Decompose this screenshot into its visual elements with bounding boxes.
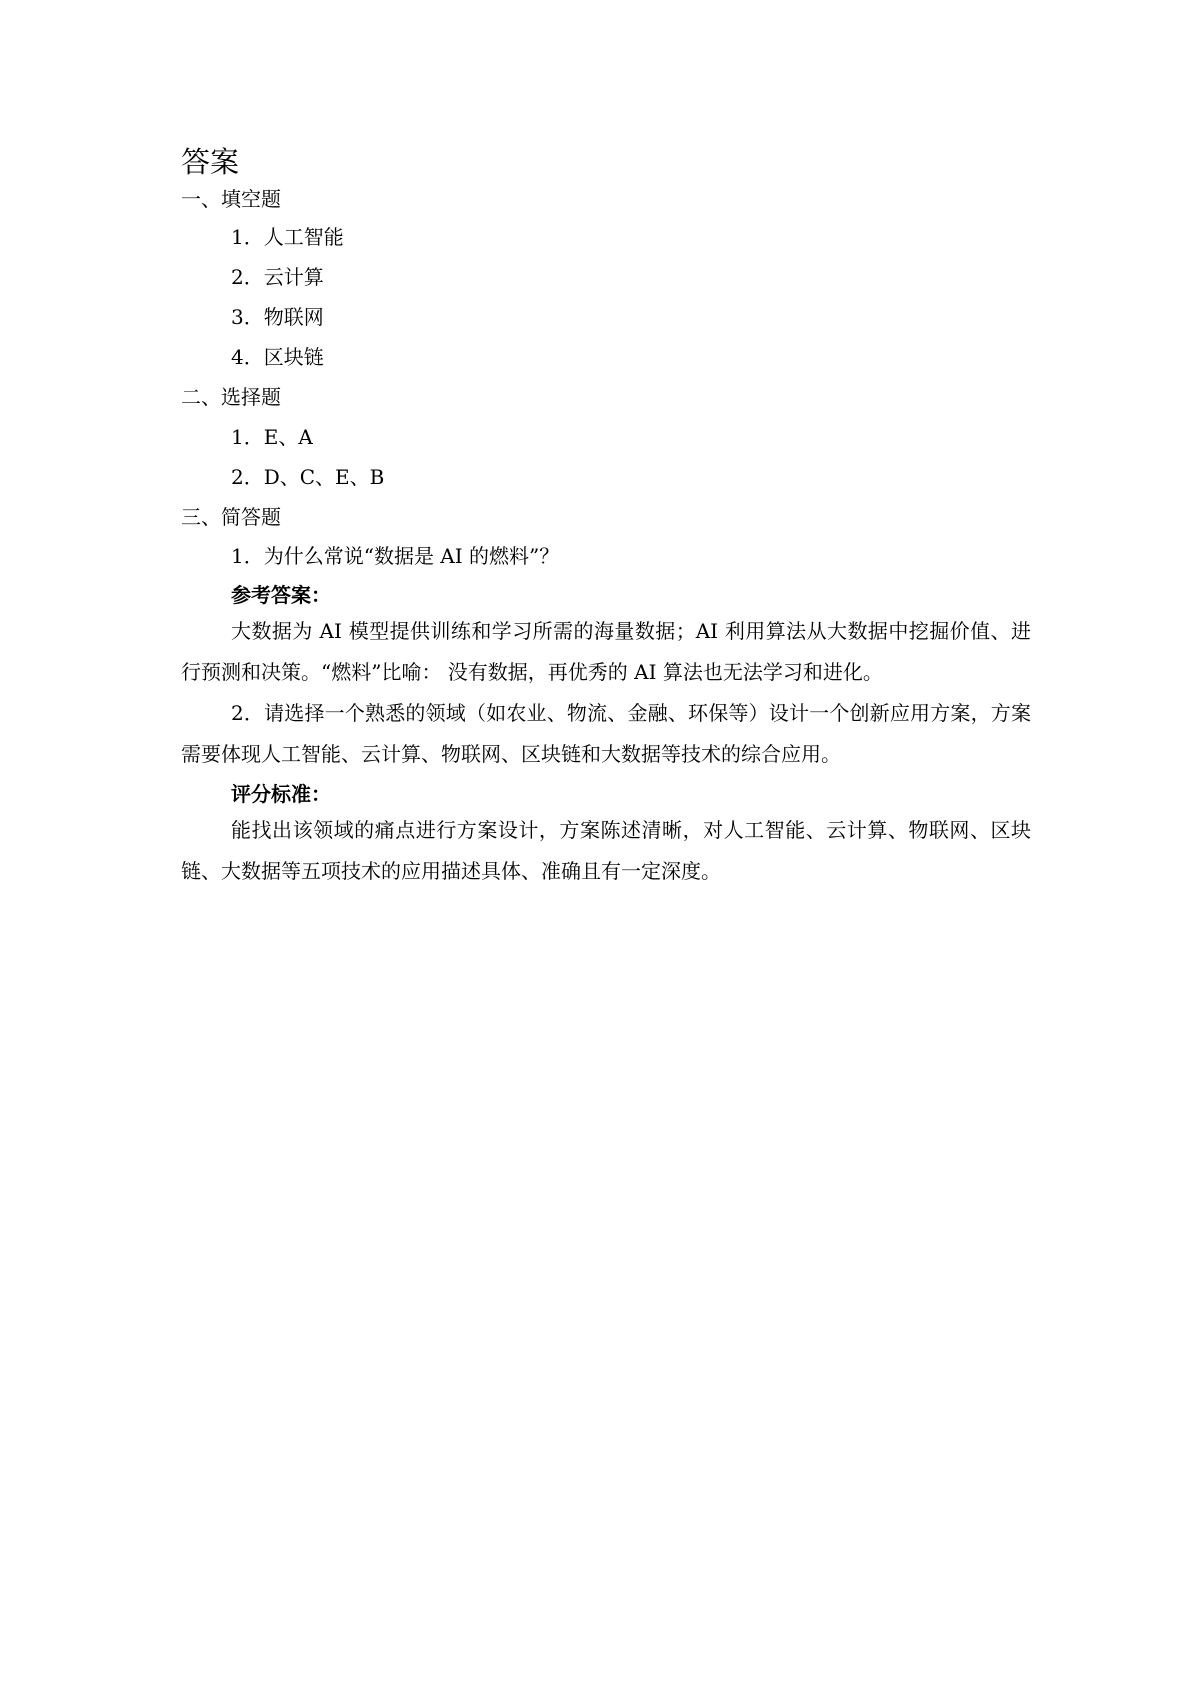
reference-answer-text: 大数据为 AI 模型提供训练和学习所需的海量数据；AI 利用算法从大数据中挖掘价值、进行预测和决策。“燃料”比喻： 没有数据，再优秀的 AI 算法也无法学习和进化。 bbox=[181, 619, 1031, 684]
answer-item: 2．D、C、E、B bbox=[231, 465, 385, 489]
page-title: 答案 bbox=[181, 145, 240, 179]
answer-item: 3．物联网 bbox=[231, 305, 324, 329]
reference-answer-label: 参考答案： bbox=[231, 583, 331, 607]
question-1: 1．为什么常说“数据是 AI 的燃料”？ bbox=[231, 544, 560, 568]
scoring-criteria-label: 评分标准： bbox=[231, 782, 331, 806]
answer-item: 1．人工智能 bbox=[231, 225, 344, 249]
section-heading-fill-blank: 一、填空题 bbox=[181, 187, 281, 211]
section-heading-choice: 二、选择题 bbox=[181, 385, 281, 409]
question-2: 2．请选择一个熟悉的领域（如农业、物流、金融、环保等）设计一个创新应用方案，方案需要体现人工智能、云计算、物联网、区块链和大数据等技术的综合应用。 bbox=[181, 701, 1031, 766]
answer-item: 1．E、A bbox=[231, 425, 313, 449]
answer-item: 2．云计算 bbox=[231, 265, 324, 289]
section-heading-short-answer: 三、简答题 bbox=[181, 505, 281, 529]
answer-item: 4．区块链 bbox=[231, 345, 324, 369]
scoring-criteria-text: 能找出该领域的痛点进行方案设计，方案陈述清晰，对人工智能、云计算、物联网、区块链、大数据等五项技术的应用描述具体、准确且有一定深度。 bbox=[181, 818, 1031, 883]
